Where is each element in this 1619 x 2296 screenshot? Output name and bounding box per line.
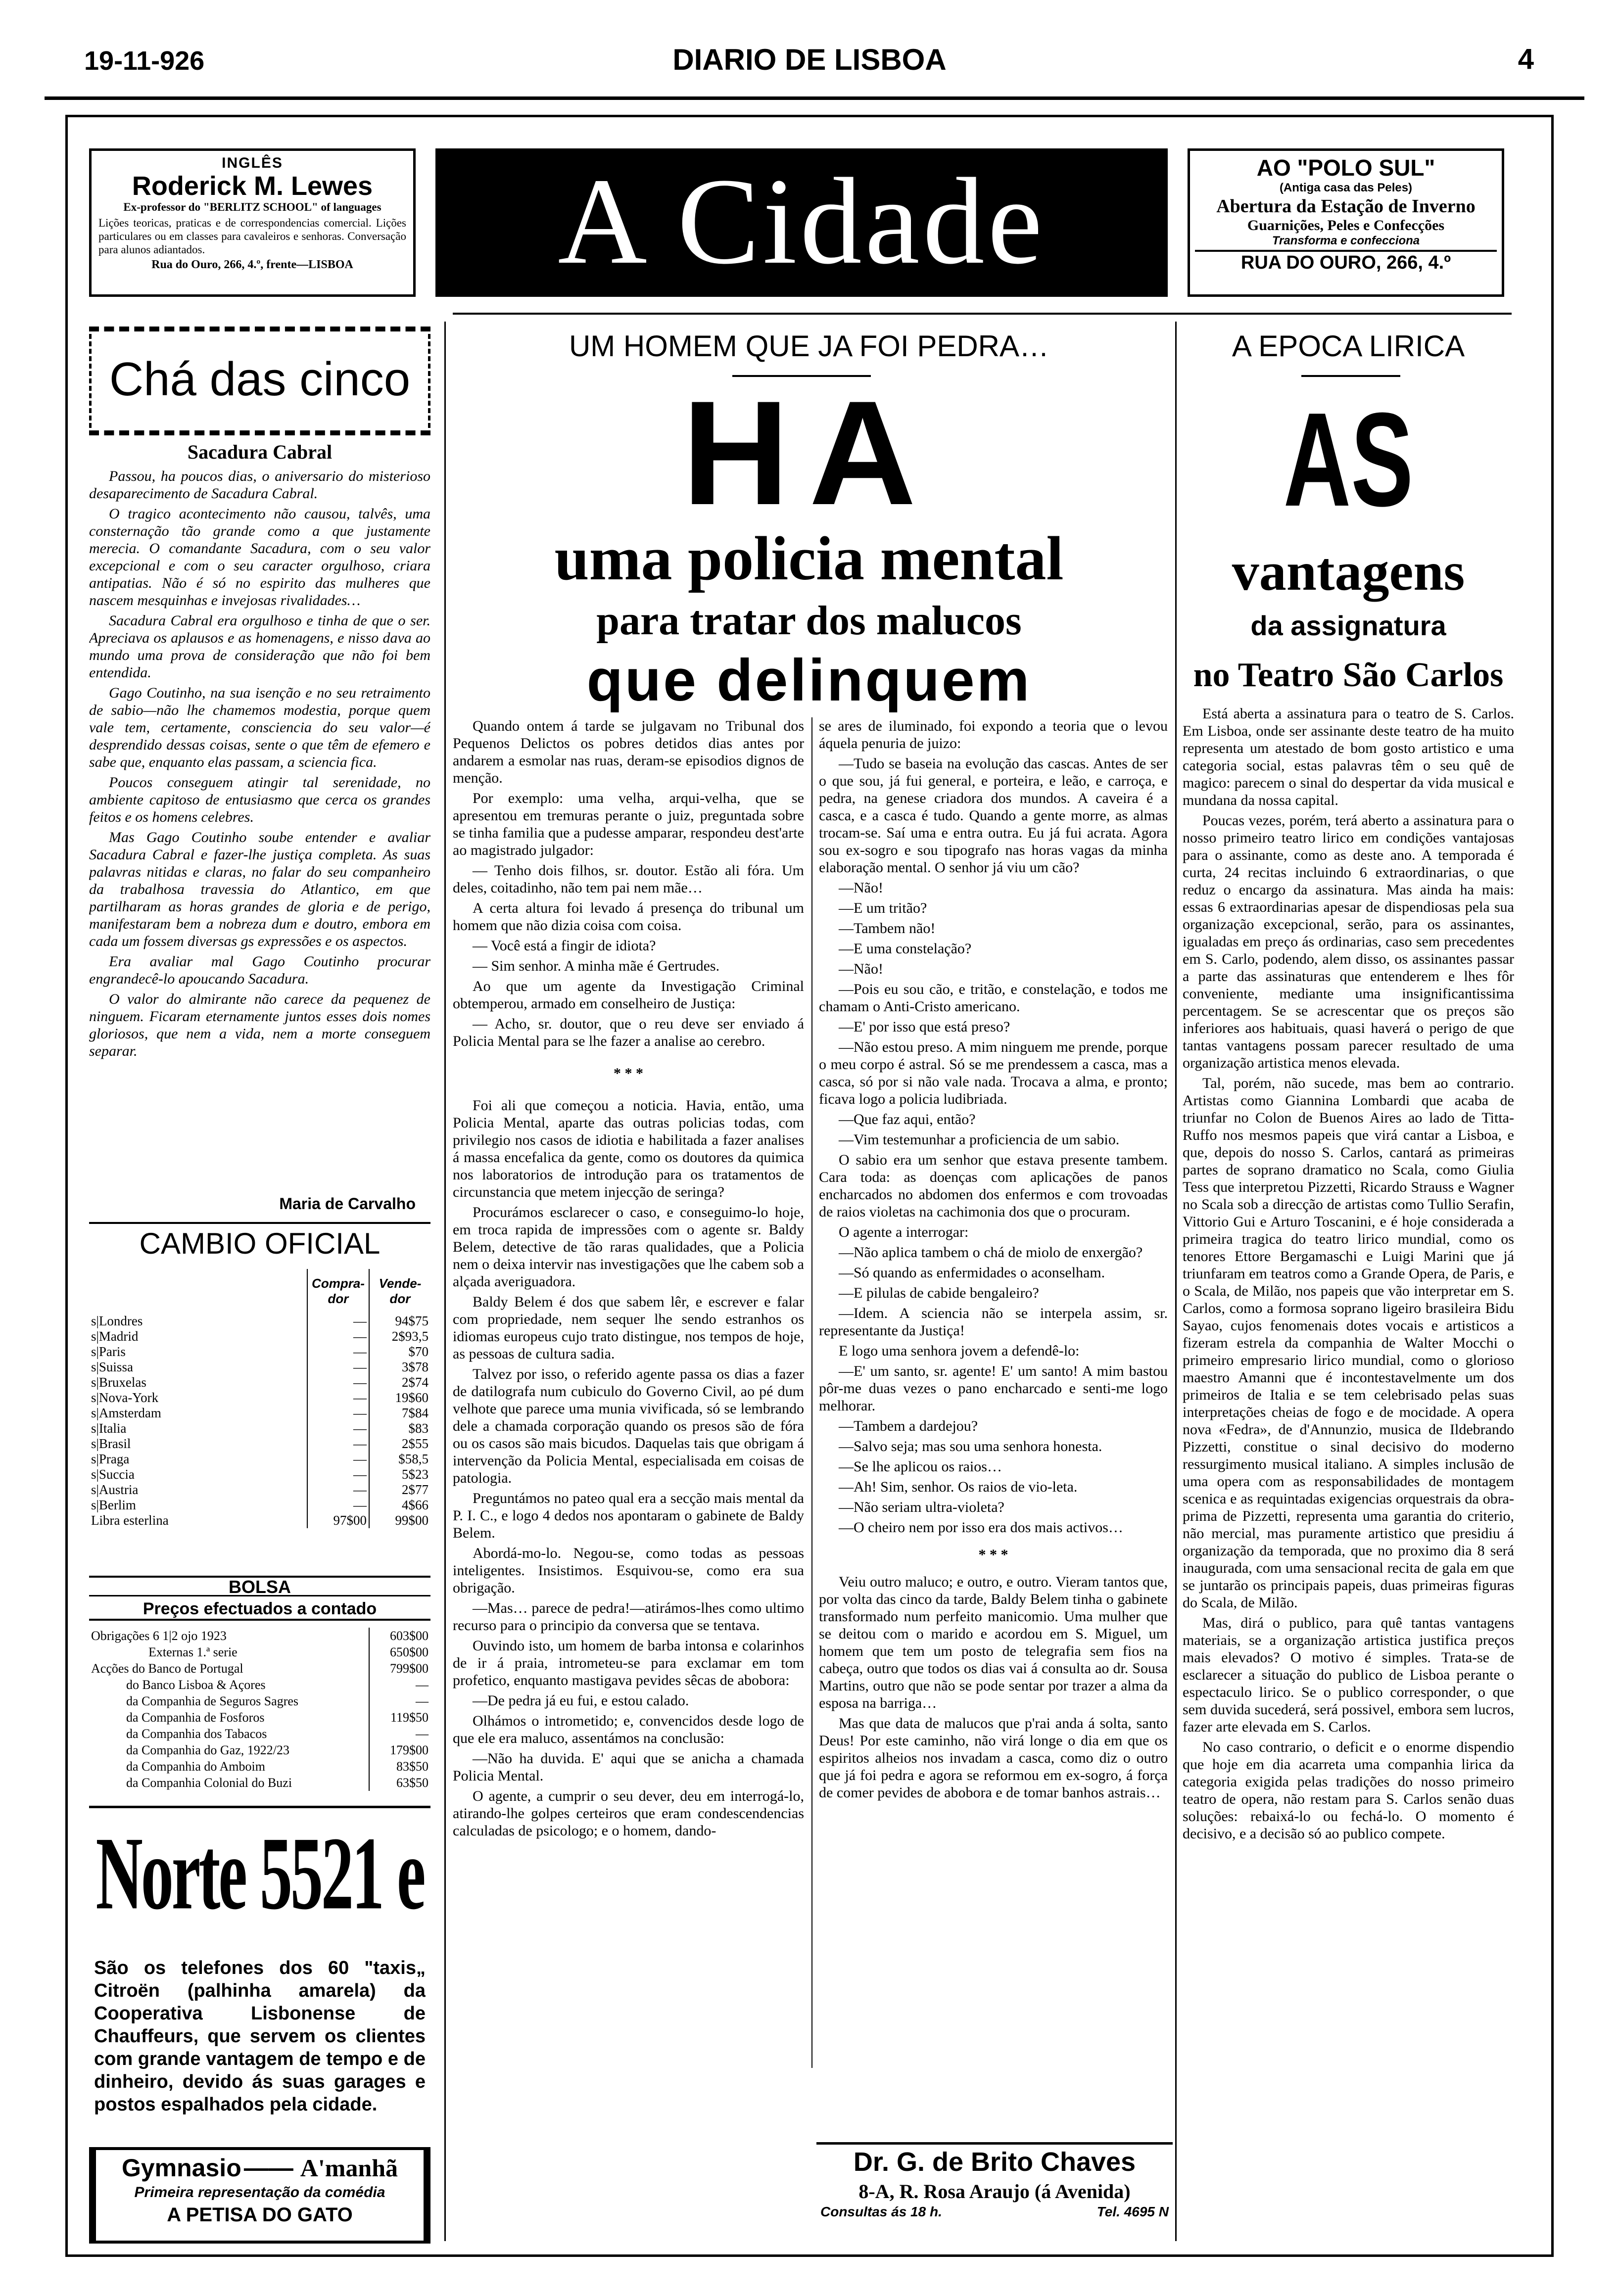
article-para: Baldy Belem é dos que sabem lêr, e escrever e falar com propriedade, nem sequer lhe sendo estranhos os idiomas europeus cujo trato distingue, nos tempos de hoje, as pessoas de cultura sadia. <box>453 1294 804 1362</box>
article-para: — Acho, sr. doutor, que o reu deve ser enviado á Policia Mental para se lhe fazer a analise ao cerebro. <box>453 1016 804 1049</box>
article-para: Por exemplo: uma velha, arqui-velha, que se apresentou em tremuras perante o juiz, preguntada sobre se tinha familia que a pudesse amparar, respondeu dest'arte ao magistrado julgador: <box>453 790 804 858</box>
article-para: —Não! <box>839 961 883 977</box>
ad-polo-line3: Transforma e confecciona <box>1272 234 1420 247</box>
article-para: —E' um santo, sr. agente! E' um santo! A mim bastou pôr-me duas vezes o pano encharcado e senti-me logo melhorar. <box>819 1363 1168 1414</box>
cha-title: Chá das cinco <box>109 353 411 406</box>
lirica-kicker-ornament <box>1301 375 1400 377</box>
article-para: —Tudo se baseia na evolução das cascas. Antes de ser o que sou, já fui general, e porteira, e leão, e carroça, e pedra, na genese criadora dos mundos. A caveira é a casca, e a casca é tudo. Quando a gente morre, as almas trocam-se. Saí uma e entra outra. Eu já fui acrata. Agora sou ex-sogro e sou tipografo nas horas vagas da minha elaboração mental. O senhor já viu um cão? <box>819 755 1168 876</box>
article-rule-top <box>453 313 1512 315</box>
table-row: da Companhia do Amboim 83$50 <box>89 1758 430 1775</box>
ad-norte <box>89 1806 430 2147</box>
article-para: —Idem. A sciencia não se interpela assim, sr. representante da Justiça! <box>819 1305 1168 1339</box>
masthead-rule <box>45 96 1584 100</box>
ad-ingles-address: Rua do Ouro, 266, 4.º, frente—LISBOA <box>151 258 353 271</box>
article-para: Ouvindo isto, um homem de barba intonsa e colarinhos de ir á praia, intrometeu-se para exclamar em tom profetico, enquanto mastigava pevides sêcas de abobora: <box>453 1638 804 1688</box>
ad-brito-tel: Tel. 4695 N <box>1096 2204 1169 2219</box>
article-h3: para tratar dos malucos <box>596 598 1022 644</box>
bolsa-title: BOLSA <box>89 1576 430 1596</box>
ad-brito-chaves <box>816 2142 1173 2236</box>
cambio-col-vende: Vende-dor <box>369 1269 430 1313</box>
article-para: —Pois eu sou cão, e tritão, e constelação, e todos me chamam o Anti-Cristo americano. <box>819 981 1168 1015</box>
bolsa-table-wrap <box>89 1628 430 1801</box>
bolsa-table <box>89 1628 430 1791</box>
article-para: —E um tritão? <box>839 900 927 916</box>
article-para: Foi ali que começou a noticia. Havia, então, uma Policia Mental, aparte das outras policias todas, com privilegio nos casos de idiotia e habilitada a fazer analises á massa encefalica da gente, como os doutores da quimica nos laboratorios de introdução para os tratamentos de circunstancia que metem injecção de seringa? <box>453 1097 804 1200</box>
article-h1: HA <box>682 381 936 524</box>
cambio-title: CAMBIO OFICIAL <box>89 1222 430 1262</box>
table-row: s|Berlim — 4$66 <box>89 1498 430 1513</box>
bolsa-subtitle: Preços efectuados a contado <box>89 1599 430 1621</box>
article-para: Talvez por isso, o referido agente passa os dias a fazer de datilografa num cubiculo do Governo Civil, ao pé dum velhote que parece uma munia vivificada, só se lembrando dele a chamada corporação quando os presos são de fóra ou os casos são mais bicudos. Daquelas tais que obrigam á intervenção da Policia Mental, especialisada em coisas de patologia. <box>453 1366 804 1486</box>
article-para: — Tenho dois filhos, sr. doutor. Estão ali fóra. Um deles, coitadinho, não tem pai nem mãe… <box>453 862 804 896</box>
ad-norte-body: São os telefones dos 60 "taxis„ Citroën (palhinha amarela) da Cooperativa Lisbonense de Chauffeurs, que servem os clientes com grande vantagem de tempo e de dinheiro, devido ás suas garages e postos espalhados pela cidade. <box>94 1958 426 2115</box>
cambio-col-compra: Compra-dor <box>307 1269 369 1313</box>
article-para: —O cheiro nem por isso era dos mais activos… <box>839 1519 1123 1536</box>
ad-polo-line1: Abertura da Estação de Inverno <box>1216 196 1476 217</box>
cha-para: Passou, ha poucos dias, o aniversario do misterioso desaparecimento de Sacadura Cabral. <box>89 468 430 502</box>
table-row: s|Suissa — 3$78 <box>89 1359 430 1375</box>
ad-ingles-head: INGLÊS <box>222 155 283 171</box>
lirica-para: Poucas vezes, porém, terá aberto a assinatura para o nosso primeiro teatro lirico em condições vantajosas para o assinante, como as deste ano. A temporada é curta, 24 recitas incluindo 6 extraordinarias, o que reduz o encargo da assinatura. Mas ainda ha mais: essas 6 extraordinarias apesar de dispendiosas pela sua organização excepcional, serão, para os assinantes, igualadas em preço ás ordinarias, caso sem precedentes em S. Carlo, podendo, alem disso, os assinantes passar a parte das assinaturas que entenderem e lhes fôr conveniente, mediante uma insignificantissima percentagem. Se se acrescentar que os preços são inferiores aos habituais, quasi haverá o perigo de que tantas vantagens possam parecer resultado de uma organização artistica menos elevada. <box>1183 812 1514 1071</box>
article-kicker: UM HOMEM QUE JA FOI PEDRA… <box>569 329 1049 363</box>
ad-polo-title: AO "POLO SUL" <box>1256 155 1435 181</box>
table-row: s|Succia — 5$23 <box>89 1467 430 1482</box>
article-para: —Não estou preso. A mim ninguem me prende, porque o meu corpo é astral. Só se me prendessem a casca, mas a casca, só por si não vale nada. Trocava a alma, e pronto; ficava logo a policia ludibriada. <box>819 1039 1168 1107</box>
masthead-date: 19-11-926 <box>84 46 205 76</box>
ad-brito-address: 8-A, R. Rosa Araujo (á Avenida) <box>858 2180 1131 2202</box>
article-para: Preguntámos no pateo qual era a secção mais mental da P. I. C., e logo 4 dedos nos apontaram o gabinete de Baldy Belem. <box>453 1490 804 1541</box>
cha-para: Mas Gago Coutinho soube entender e avaliar Sacadura Cabral e fazer-lhe justiça completa. As suas palavras nitidas e claras, no falar do seu companheiro da trabalhosa travessia do Atlantico, em que partilharam as horas grandes de gloria e de perigo, manifestaram bem a nobreza dum e doutro, embora em cada um fossem diversas gs expressões e os aspectos. <box>89 829 430 949</box>
article-col-1 <box>453 717 804 2236</box>
article-separator: * * * <box>978 1546 1008 1563</box>
article-para: —E uma constelação? <box>839 940 972 957</box>
lirica-h3: da assignatura <box>1250 610 1446 641</box>
article-para: Mas que data de malucos que p'rai anda á solta, santo Deus! Por este caminho, não virá longe o dia em que os espiritos alheios nos invadam a casca, como diz o outro que já foi pedra e agora se reformou em ex-sogro, á força de comer pevides de abobora e de tomar banhos astrais… <box>819 1715 1168 1801</box>
cha-para: Poucos conseguem atingir tal serenidade, no ambiente capitoso de entusiasmo que cerca os grandes feitos e os homens celebres. <box>89 774 430 825</box>
ad-gymnasio-name: Gymnasio <box>121 2154 241 2182</box>
table-row: Externas 1.ª serie 650$00 <box>89 1644 430 1660</box>
cha-signature: Maria de Carvalho <box>279 1195 416 1213</box>
article-para: se ares de iluminado, foi expondo a teoria que o levou áquela penuria de juizo: <box>819 718 1168 751</box>
table-row: Acções do Banco de Portugal 799$00 <box>89 1660 430 1677</box>
column-divider-1 <box>444 322 446 2241</box>
ad-polo-sub: (Antiga casa das Peles) <box>1279 181 1413 194</box>
table-row: Obrigações 6 1|2 ojo 1923 603$00 <box>89 1628 430 1644</box>
article-para: A certa altura foi levado á presença do tribunal um homem que não dizia coisa com coisa. <box>453 900 804 934</box>
article-para: O agente a interrogar: <box>839 1224 969 1240</box>
table-row: s|Londres — 94$75 <box>89 1313 430 1329</box>
ad-polo-address: RUA DO OURO, 266, 4.º <box>1195 250 1497 274</box>
article-para: —Salvo seja; mas sou uma senhora honesta. <box>839 1438 1102 1454</box>
ad-brito-name: Dr. G. de Brito Chaves <box>853 2147 1136 2177</box>
cambio-table-wrap <box>89 1269 430 1576</box>
ad-polo-sul <box>1188 148 1504 297</box>
cha-para: O valor do almirante não carece da pequenez de ninguem. Ficaram eternamente juntos esses dois nomes gloriosos, que nem a vida, nem a morte conseguem separar. <box>89 991 430 1059</box>
table-row: s|Praga — $58,5 <box>89 1452 430 1467</box>
article-para: —E' por isso que está preso? <box>839 1019 1010 1035</box>
table-row: s|Italia — $83 <box>89 1421 430 1436</box>
lirica-para: Tal, porém, não sucede, mas bem ao contrario. Artistas como Giannina Lombardi que acaba de triunfar no Colon de Buenos Aires ao lado de Titta-Ruffo nos mesmos papeis que virá cantar a Lisboa, e que, depois do nosso S. Carlos, cantará as primeiras partes de soprano dramatico no Scala, como Giulia Tess que interpretou Pizzetti, Ricardo Strauss e Wagner no Scala sob a direcção de artistas como Tullio Serafin, Vittorio Gui e Arturo Toscanini, e é hoje considerada a primeira tragica do teatro lirico mundial, como os tenores Ettore Bergamaschi e Luigi Marini que já triunfaram em teatros como a Grande Opera, de Paris, e o Scala, de Milão, nos papeis que vão interpretar em S. Carlos, como a formosa soprano ligeiro brasileira Bidu Sayao, cujos fenomenais dotes vocais e artisticos a fizeram estrela da companhia de Walter Mocchi o primeiro empresario lirico mundial, como o glorioso maestro Amanni que é incontestavelmente um dos primeiros de Italia e se tem celebrisado pelas suas interpretações cheias de fogo e de mocidade. A opera nova «Fedra», de d'Annunzio, musica de Ildebrando Pizzetti, constitue o sinal decisivo do moderno ressurgimento musical italiano. A simples inclusão de uma opera com as responsabilidades de montagem scenica e as requintadas exigencias orquestrais da obra-prima de Pizzetti, representa uma garantia do criterio, não mercial, mas puramente artistico que presidiu á organização da temporada, que no proximo dia 8 será inaugurada, com uma sensacional recita de gala em que se juntarão os principais papeis, duas primeiras figuras do Scala, de Milão. <box>1183 1075 1514 1611</box>
table-row: s|Paris — $70 <box>89 1344 430 1359</box>
lirica-h1: AS <box>1283 385 1414 534</box>
article-para: —Só quando as enfermidades o aconselham. <box>839 1265 1105 1281</box>
article-para: Olhámos o intrometido; e, convencidos desde logo de que ele era maluco, assentámos na conclusão: <box>453 1713 804 1746</box>
cambio-table <box>89 1269 430 1528</box>
lirica-h2: vantagens <box>1232 541 1465 602</box>
article-para: —Tambem a dardejou? <box>839 1418 978 1434</box>
column-divider-3 <box>1175 322 1177 2241</box>
table-row: do Banco Lisboa & Açores — <box>89 1677 430 1693</box>
article-para: —De pedra já eu fui, e estou calado. <box>473 1692 689 1709</box>
ad-brito-hours: Consultas ás 18 h. <box>820 2204 942 2219</box>
table-row: s|Amsterdam — 7$84 <box>89 1406 430 1421</box>
article-para: E logo uma senhora jovem a defendê-lo: <box>839 1343 1080 1359</box>
table-row: da Companhia Colonial do Buzi 63$50 <box>89 1775 430 1791</box>
cha-para: O tragico acontecimento não causou, talvês, uma consternação tão grande como a que justamente merecia. O comandante Sacadura, com o seu valor excepcional e com o seu caracter orgulhoso, criara antipatias. Não é só no espirito das mulheres que nascem mesquinhas e invejosas rivalidades… <box>89 506 430 609</box>
article-para: Veiu outro maluco; e outro, e outro. Vieram tantos que, por volta das cinco da tarde, Baldy Belem tinha o gabinete transformado num perfeito manicomio. Uma mulher que se deitou com o marido e acordou em S. Miguel, um homem que tem um posto de telegrafia sem fios na cabeça, outro que todos os dias vai á consulta ao dr. Sousa Martins, outro que não se pode sentar por trazer a alma da esposa na barriga… <box>819 1574 1168 1711</box>
ad-ingles <box>89 148 416 297</box>
article-para: Procurámos esclarecer o caso, e conseguimo-lo hoje, em troca rapida de impressões com o agente sr. Baldy Belem, detective de tão raras qualidades, que a Policia nem o deixa intervir nas investigações que lhe cabem sob a alçada averiguadora. <box>453 1204 804 1290</box>
article-para: —Não! <box>839 880 883 896</box>
ad-norte-headline: Norte 5521 e <box>95 1815 424 1931</box>
table-row: s|Brasil — 2$55 <box>89 1436 430 1452</box>
cha-para: Gago Coutinho, na sua isenção e no seu retraimento de sabio—não lhe chamemos modestia, porque quem vale tem, certamente, consciencia do seu valor—é desprendido dessas coisas, sente o que têm de efemero e sabe que, enquanto elas passam, a sciencia fica. <box>89 685 430 770</box>
table-row: da Companhia do Gaz, 1922/23 179$00 <box>89 1742 430 1758</box>
article-para: O agente, a cumprir o seu dever, deu em interrogá-lo, atirando-lhe golpes certeiros que eram condescendencias calculadas de psicologo; e o homem, dando- <box>453 1788 804 1839</box>
article-para: —Se lhe aplicou os raios… <box>839 1458 1002 1475</box>
lirica-para: Está aberta a assinatura para o teatro de S. Carlos. Em Lisboa, onde ser assinante deste teatro de ha muito representa um atestado de bom gosto artistico e uma categoria social, estas palavras têm o seu quê de magico: parecem o sinal do despertar da vida musical e mundana da nossa capital. <box>1183 705 1514 808</box>
cha-body <box>89 468 430 1210</box>
article-para: —Não ha duvida. E' aqui que se anicha a chamada Policia Mental. <box>453 1750 804 1784</box>
column-divider-2 <box>811 717 812 2068</box>
article-para: — Sim senhor. A minha mãe é Gertrudes. <box>473 958 720 974</box>
cha-para: Era avaliar mal Gago Coutinho procurar engrandecê-lo apoucando Sacadura. <box>89 953 430 987</box>
ad-gymnasio-play: A PETISA DO GATO <box>167 2204 353 2226</box>
article-kicker-ornament <box>732 375 871 377</box>
article-col-2 <box>819 717 1168 2068</box>
article-para: —Que faz aqui, então? <box>839 1111 976 1127</box>
banner-a-cidade <box>435 148 1168 297</box>
article-para: —Vim testemunhar a proficiencia de um sabio. <box>839 1131 1120 1148</box>
ad-polo-line2: Guarnições, Peles e Confecções <box>1247 217 1445 234</box>
table-row: s|Bruxelas — 2$74 <box>89 1375 430 1390</box>
article-para: —Ah! Sim, senhor. Os raios de vio-leta. <box>839 1479 1078 1495</box>
table-row: da Companhia de Seguros Sagres — <box>89 1693 430 1709</box>
lirica-body <box>1183 705 1514 2239</box>
ad-ingles-name: Roderick M. Lewes <box>132 171 373 201</box>
article-para: —E pilulas de cabide bengaleiro? <box>839 1285 1039 1301</box>
table-row: Libra esterlina 97$00 99$00 <box>89 1513 430 1528</box>
ad-brito-footer <box>816 2204 1173 2220</box>
masthead-page: 4 <box>1518 43 1534 75</box>
article-para: —Mas… parece de pedra!—atirámos-lhes como ultimo recurso para o principio da conversa que se tentava. <box>453 1600 804 1634</box>
article-separator: * * * <box>614 1065 643 1081</box>
article-para: —Tambem não! <box>839 920 936 937</box>
table-row: s|Nova-York — 19$60 <box>89 1390 430 1406</box>
article-para: — Você está a fingir de idiota? <box>473 937 656 954</box>
ad-gymnasio-head <box>101 2153 419 2183</box>
table-row: s|Madrid — 2$93,5 <box>89 1329 430 1344</box>
ad-gymnasio-when: A'manhã <box>300 2154 398 2182</box>
article-para: Quando ontem á tarde se julgavam no Tribunal dos Pequenos Delictos os pobres detidos dias antes por andarem a esmolar nas ruas, deram-se episodios dignos de menção. <box>453 718 804 786</box>
cha-title-box <box>89 327 430 435</box>
article-h4: que delinquem <box>586 648 1032 712</box>
banner-text: A Cidade <box>558 157 1046 290</box>
article-para: Ao que um agente da Investigação Criminal obtemperou, armado em conselheiro de Justiça: <box>453 978 804 1012</box>
article-para: Abordá-mo-lo. Negou-se, como todas as pessoas inteligentes. Insistimos. Esquivou-se, como era sua obrigação. <box>453 1545 804 1596</box>
cha-para: Sacadura Cabral era orgulhoso e tinha de que o ser. Apreciava os aplausos e as homenagens, e nisso dava ao mundo uma prova de consideração que não foi bem entendida. <box>89 612 430 681</box>
ad-ingles-body: Lições teoricas, praticas e de correspondencias comercial. Lições particulares ou em classes para cavaleiros e senhoras. Conversação para alunos adiantados. <box>98 217 406 256</box>
masthead-title: DIARIO DE LISBOA <box>672 43 947 76</box>
table-row: da Companhia dos Tabacos — <box>89 1726 430 1742</box>
cambio-header-row <box>89 1269 430 1313</box>
cambio-header-blank <box>89 1269 307 1313</box>
ad-gymnasio <box>89 2147 430 2244</box>
cha-subtitle: Sacadura Cabral <box>187 441 333 463</box>
lirica-para: Mas, dirá o publico, para quê tantas vantagens materiais, se a organização artistica justifica preços mais elevados? O motivo é simples. Trata-se de esclarecer a situação do publico de Lisboa perante o espectaculo lirico. Se o publico corresponder, o que sem duvida sucederá, será possivel, embora sem lucros, fazer arte elevada em S. Carlos. <box>1183 1615 1514 1735</box>
lirica-h4: no Teatro São Carlos <box>1193 656 1504 694</box>
lirica-kicker: A EPOCA LIRICA <box>1232 329 1465 363</box>
article-para: O sabio era um senhor que estava presente tambem. Cara toda: as doenças com aplicações de panos encharcados no abdomen dos enfermos e com trovoadas de raios violetas na cachimonia dos que o procuram. <box>819 1152 1168 1220</box>
article-h2: uma policia mental <box>554 524 1064 593</box>
table-row: da Companhia de Fosforos 119$50 <box>89 1709 430 1726</box>
ad-gymnasio-line: Primeira representação da comédia <box>134 2184 385 2201</box>
ad-ingles-sub: Ex-professor do "BERLITZ SCHOOL" of languages <box>123 201 381 213</box>
lirica-para: No caso contrario, o deficit e o enorme dispendio que hoje em dia acarreta uma companhia lirica da categoria exigida pelas tradições do nosso primeiro teatro de opera, não restam para S. Carlos senão duas soluções: rebaixá-lo ou fechá-lo. O momento é decisivo, e a decisão só ao publico compete. <box>1183 1739 1514 1842</box>
article-para: —Não seriam ultra-violeta? <box>839 1499 1004 1515</box>
article-para: —Não aplica tambem o chá de miolo de enxergão? <box>839 1244 1143 1261</box>
table-row: s|Austria — 2$77 <box>89 1482 430 1498</box>
ad-gymnasio-dash: —— <box>243 2154 300 2182</box>
